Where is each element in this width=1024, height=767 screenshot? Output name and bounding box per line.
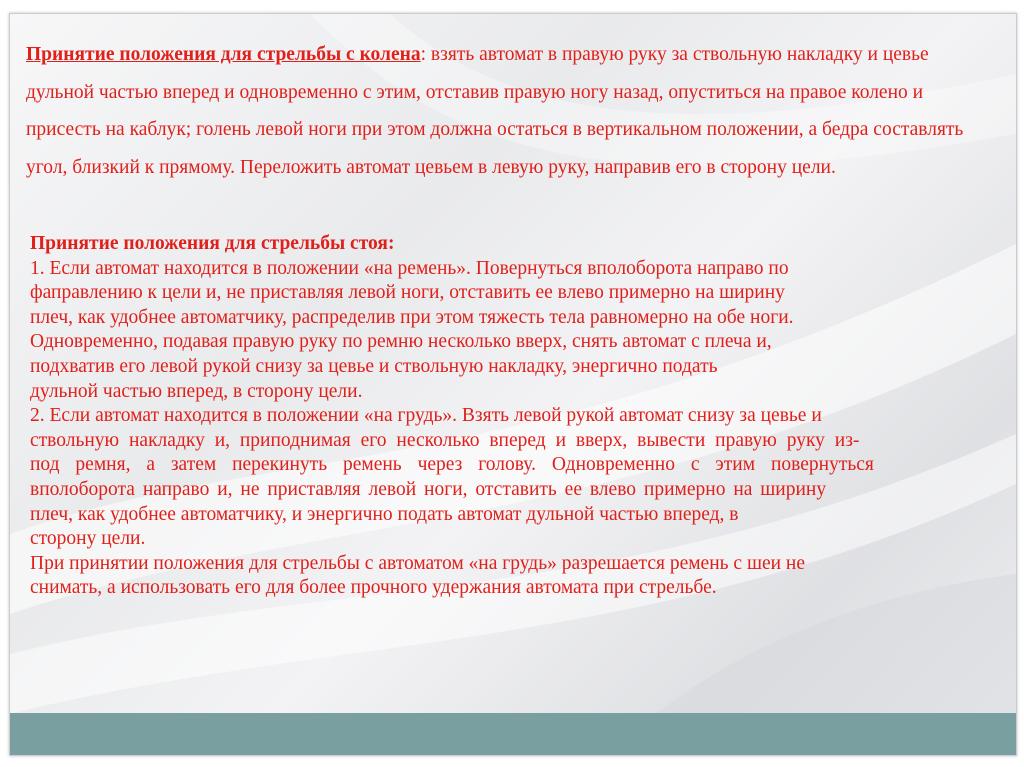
text-line: снимать, а использовать его для более прочного удержания автомата при стрельбе.: [30, 577, 717, 599]
text-line: При принятии положения для стрельбы с автоматом «на грудь» разрешается ремень с шеи не: [30, 552, 806, 574]
text-line: Одновременно, подавая правую руку по ремню несколько вверх, снять автомат с плеча и,: [30, 331, 772, 353]
standing-position-section: [30, 232, 980, 601]
text-line: вполоборота направо и, не приставляя левой ноги, отставить ее влево примерно на ширину: [30, 478, 827, 500]
text-line: подхватив его левой рукой снизу за цевье и ствольную накладку, энергично подать: [30, 355, 718, 377]
text-line: сторону цели.: [30, 528, 146, 550]
text-line: 2. Если автомат находится в положении «на грудь». Взять левой рукой автомат снизу за цевье и: [30, 405, 822, 427]
text-line: фаправлению к цели и, не приставляя левой ноги, отставить ее влево примерно на ширину: [30, 282, 785, 304]
text-line: плеч, как удобнее автоматчику, распределив при этом тяжесть тела равномерно на обе ноги.: [30, 306, 794, 328]
knee-position-text: : взять автомат в правую руку за ствольную накладку и цевье дульной частью вперед и одновременно с этим, отставив правую ногу назад, опуститься на правое колено и присесть на каблук; голень левой ноги при этом должна остаться в вертикальном положении, а бедра составлять угол, близкий к прямому. Переложить автомат цевьем в левую руку, направив его в сторону цели.: [26, 44, 964, 178]
text-line: под ремня, а затем перекинуть ремень через голову. Одновременно с этим повернуться: [30, 454, 874, 476]
text-line: дульной частью вперед, в сторону цели.: [30, 380, 363, 402]
knee-position-heading: Принятие положения для стрельбы с колена: [26, 44, 421, 65]
standing-position-heading: Принятие положения для стрельбы стоя:: [30, 233, 395, 254]
text-line: 1. Если автомат находится в положении «на ремень». Повернуться вполоборота направо по: [30, 257, 789, 279]
knee-position-paragraph: [26, 36, 986, 186]
footer-bar: [10, 713, 1016, 755]
slide: [9, 13, 1017, 756]
text-line: плеч, как удобнее автоматчику, и энергично подать автомат дульной частью вперед, в: [30, 503, 739, 525]
text-line: ствольную накладку и, приподнимая его несколько вперед и вверх, вывести правую руку из-: [30, 429, 860, 451]
